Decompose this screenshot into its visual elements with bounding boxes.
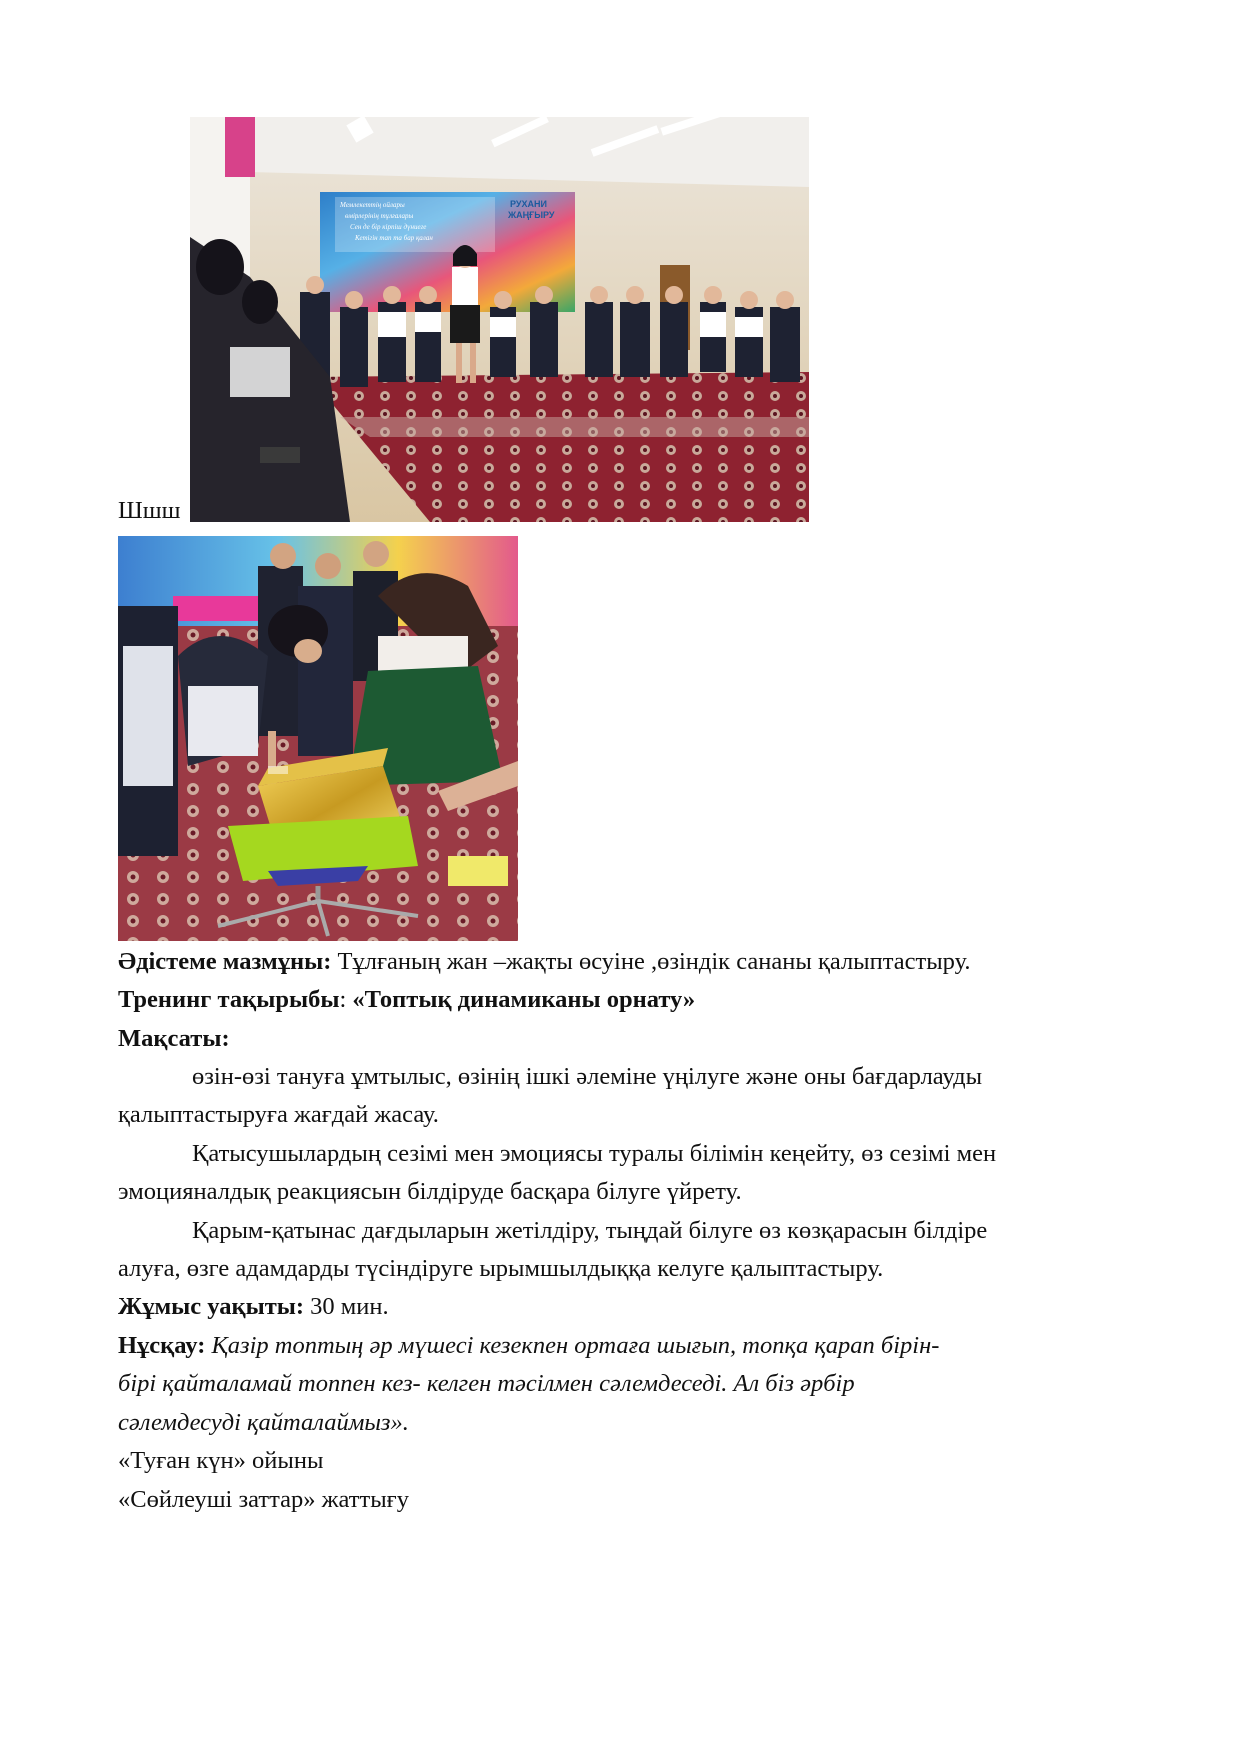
instruction-line [118, 1327, 939, 1365]
svg-text:Мемлекеттің ойлары: Мемлекеттің ойлары [340, 201, 405, 209]
gift-box-game-photo [118, 536, 518, 941]
goal-line: өзін-өзі тануға ұмтылыс, өзінің ішкі әлеміне үңілуге және оны бағдарлауды [192, 1063, 983, 1090]
worktime-value: 30 мин. [304, 1293, 389, 1320]
goal-line: Қарым-қатынас дағдыларын жетілдіру, тыңдай білуге өз көзқарасын білдіре [192, 1217, 988, 1244]
worktime-label: Жұмыс уақыты: [118, 1293, 305, 1320]
goals-label: Мақсаты: [118, 1025, 230, 1052]
instruction-label: Нұсқау: [118, 1332, 206, 1359]
text-fragment: Шшш [118, 497, 181, 524]
instruction-line: сәлемдесуді қайталаймыз». [118, 1409, 409, 1436]
training-label: Тренинг тақырыбы [118, 986, 340, 1013]
svg-text:өмірлерінің тұлғалары: өмірлерінің тұлғалары [345, 212, 414, 220]
training-hall-photo [190, 117, 809, 522]
svg-text:Кетігін тап та бар қалан: Кетігін тап та бар қалан [355, 234, 433, 242]
exercise-title: «Сөйлеуші заттар» жаттығу [118, 1486, 409, 1513]
goal-line: Қатысушылардың сезімі мен эмоциясы туралы білімін кеңейту, өз сезімі мен [192, 1140, 997, 1167]
svg-text:Сен де бір кірпіш дүниеге: Сен де бір кірпіш дүниеге [350, 223, 427, 231]
game-title: «Туған күн» ойыны [118, 1447, 324, 1474]
training-title: «Топтық динамиканы орнату» [352, 986, 696, 1013]
instruction-line: бірі қайталамай топпен кез- келген тәсілмен сәлемдеседі. Ал біз әрбір [118, 1370, 855, 1397]
method-label: Әдістеме мазмұны: [118, 948, 332, 975]
training-separator: : [339, 986, 353, 1013]
training-line [118, 981, 695, 1019]
method-line [118, 943, 971, 981]
goal-line: қалыптастыруға жағдай жасау. [118, 1101, 439, 1128]
svg-text:ЖАҢҒЫРУ: ЖАҢҒЫРУ [508, 210, 555, 220]
goal-line: алуға, өзге адамдарды түсіндіруге ырымшылдыққа келуге қалыптастыру. [118, 1255, 884, 1282]
goal-line: эмоцияналдық реакциясын білдіруде басқара білуге үйрету. [118, 1178, 742, 1205]
worktime-line [118, 1288, 389, 1326]
banner-logo: РУХАНИ [510, 199, 547, 209]
method-text: Тұлғаның жан –жақты өсуіне ,өзіндік сананы қалыптастыру. [331, 948, 971, 975]
instruction-text: Қазір топтың әр мүшесі кезекпен ортаға шығып, топқа қарап бірін- [205, 1332, 940, 1359]
